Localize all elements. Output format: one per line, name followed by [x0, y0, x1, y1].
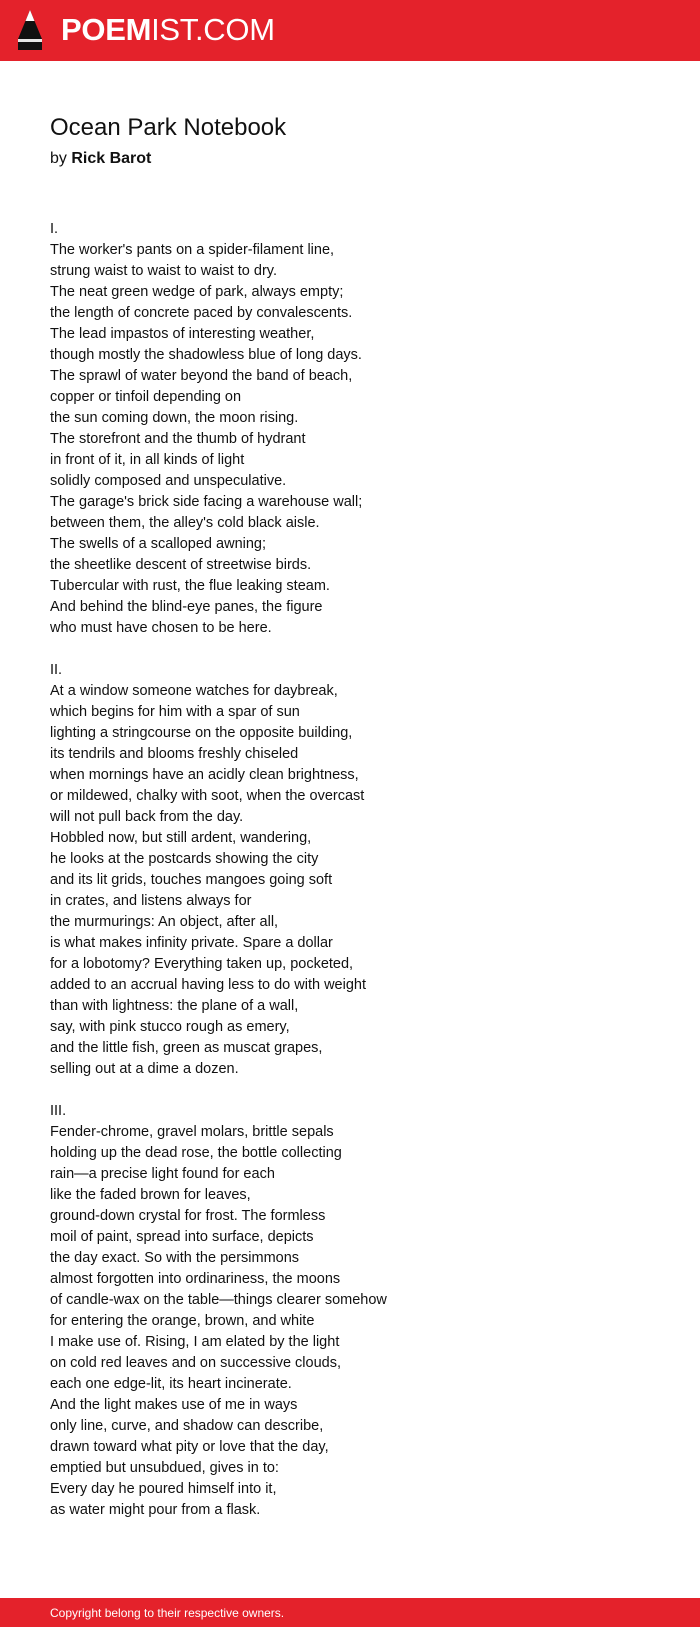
poem-line: and the little fish, green as muscat grapes, [50, 1040, 323, 1056]
poem-line: say, with pink stucco rough as emery, [50, 1019, 290, 1035]
poem-line: which begins for him with a spar of sun [50, 704, 300, 720]
poem-line: selling out at a dime a dozen. [50, 1061, 239, 1077]
poem-stanza [50, 1101, 670, 1521]
poem-line: the day exact. So with the persimmons [50, 1250, 300, 1266]
poem-line: The sprawl of water beyond the band of beach, [50, 368, 353, 384]
poem-line: The worker's pants on a spider-filament line, [50, 242, 335, 258]
poem-line: is what makes infinity private. Spare a dollar [50, 935, 333, 951]
poem-line: And behind the blind-eye panes, the figure [50, 599, 323, 615]
poem-line: as water might pour from a flask. [50, 1502, 261, 1518]
poem-line: like the faded brown for leaves, [50, 1187, 251, 1203]
poem-line: of candle-wax on the table—things clearer somehow [50, 1292, 387, 1308]
pencil-tip-icon[interactable] [17, 9, 43, 51]
brand-light: IST.COM [151, 12, 275, 47]
site-header [0, 0, 700, 61]
poem-line: only line, curve, and shadow can describe, [50, 1418, 324, 1434]
poem-line: for entering the orange, brown, and white [50, 1313, 315, 1329]
byline [50, 148, 151, 170]
poem-line: strung waist to waist to waist to dry. [50, 263, 277, 279]
poem-line: copper or tinfoil depending on [50, 389, 242, 405]
site-logo-link[interactable] [61, 12, 275, 48]
poem-line: for a lobotomy? Everything taken up, pocketed, [50, 956, 354, 972]
poem-line: The lead impastos of interesting weather, [50, 326, 315, 342]
site-footer [0, 1598, 700, 1627]
poem-title: Ocean Park Notebook [50, 114, 287, 141]
poem-line: holding up the dead rose, the bottle collecting [50, 1145, 342, 1161]
poem-line: its tendrils and blooms freshly chiseled [50, 746, 299, 762]
poem-line: At a window someone watches for daybreak, [50, 683, 338, 699]
poem-line: The swells of a scalloped awning; [50, 536, 267, 552]
poem-line: The garage's brick side facing a warehouse wall; [50, 494, 363, 510]
brand-bold: POEM [61, 12, 152, 47]
poem-line: Every day he poured himself into it, [50, 1481, 277, 1497]
poem-line: solidly composed and unspeculative. [50, 473, 287, 489]
poem-body [50, 219, 670, 1542]
poem-line: I make use of. Rising, I am elated by the light [50, 1334, 340, 1350]
poem-line: each one edge-lit, its heart incinerate. [50, 1376, 292, 1392]
poem-line: between them, the alley's cold black aisle. [50, 515, 320, 531]
by-label: by [50, 150, 67, 167]
poem-line: Fender-chrome, gravel molars, brittle sepals [50, 1124, 334, 1140]
poem-line: will not pull back from the day. [50, 809, 244, 825]
poem-line: moil of paint, spread into surface, depicts [50, 1229, 314, 1245]
poem-line: he looks at the postcards showing the city [50, 851, 319, 867]
poem-line: lighting a stringcourse on the opposite building, [50, 725, 353, 741]
stanza-number: III. [50, 1103, 67, 1119]
author-name: Rick Barot [71, 150, 152, 167]
poem-line: Tubercular with rust, the flue leaking steam. [50, 578, 330, 594]
poem-line: or mildewed, chalky with soot, when the overcast [50, 788, 365, 804]
poem-line: emptied but unsubdued, gives in to: [50, 1460, 279, 1476]
poem-line: the length of concrete paced by convalescents. [50, 305, 353, 321]
poem-line: though mostly the shadowless blue of long days. [50, 347, 362, 363]
stanza-number: II. [50, 662, 63, 678]
poem-line: drawn toward what pity or love that the day, [50, 1439, 329, 1455]
poem-line: than with lightness: the plane of a wall, [50, 998, 299, 1014]
poem-stanza [50, 219, 670, 639]
poem-stanza [50, 660, 670, 1080]
poem-line: Hobbled now, but still ardent, wandering, [50, 830, 312, 846]
poem-line: the murmurings: An object, after all, [50, 914, 279, 930]
poem-line: when mornings have an acidly clean brightness, [50, 767, 359, 783]
poem-line: in front of it, in all kinds of light [50, 452, 245, 468]
poem-line: who must have chosen to be here. [50, 620, 272, 636]
poem-line: The storefront and the thumb of hydrant [50, 431, 306, 447]
poem-line: almost forgotten into ordinariness, the moons [50, 1271, 341, 1287]
poem-line: the sheetlike descent of streetwise birds. [50, 557, 312, 573]
stanza-number: I. [50, 221, 59, 237]
poem-line: the sun coming down, the moon rising. [50, 410, 299, 426]
poem-line: ground-down crystal for frost. The formless [50, 1208, 326, 1224]
poem-line: on cold red leaves and on successive clouds, [50, 1355, 341, 1371]
copyright-text: Copyright belong to their respective owners. [50, 1606, 285, 1620]
poem-line: The neat green wedge of park, always empty; [50, 284, 344, 300]
poem-line: in crates, and listens always for [50, 893, 252, 909]
poem-line: added to an accrual having less to do with weight [50, 977, 366, 993]
poem-line: And the light makes use of me in ways [50, 1397, 298, 1413]
poem-line: and its lit grids, touches mangoes going soft [50, 872, 333, 888]
poem-line: rain—a precise light found for each [50, 1166, 275, 1182]
